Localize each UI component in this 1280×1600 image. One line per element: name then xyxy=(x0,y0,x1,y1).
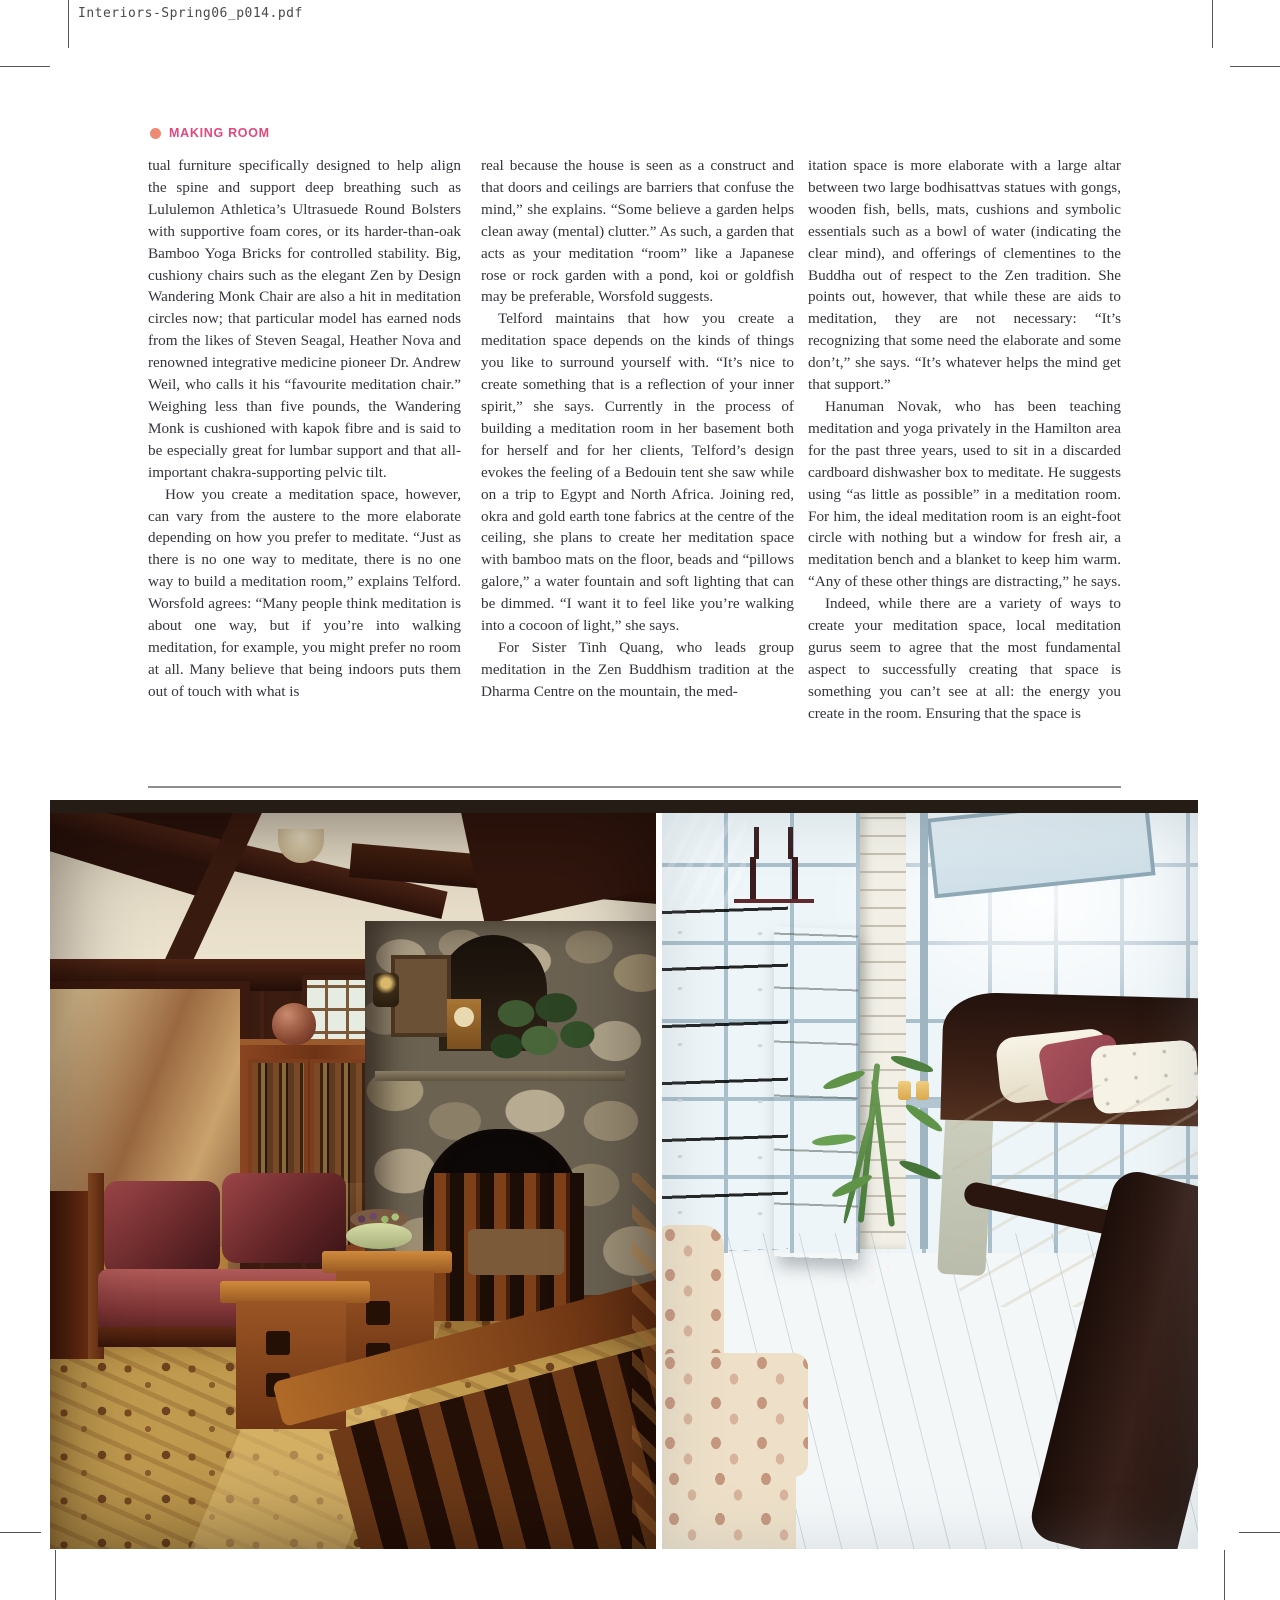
photo-vignette xyxy=(50,813,656,1549)
window-title: Interiors-Spring06_p014.pdf xyxy=(78,6,303,21)
article-paragraph: Hanuman Novak, who has been teaching meditation and yoga privately in the Hamilton area for the past three years, used to sit in a discarded cardboard dishwasher box to meditate. He suggests using “as little as possible” in a meditation room. For him, the ideal meditation room is an eight-foot circle with nothing but a window for fresh air, a meditation bench and a blanket to keep him warm. “Any of these other things are distracting,” he says. xyxy=(808,397,1121,591)
section-bullet-icon xyxy=(150,128,161,139)
crop-mark-top-left-h xyxy=(0,66,50,67)
article-body xyxy=(148,155,1121,749)
crop-mark-top-right-h xyxy=(1230,66,1280,67)
photo-loft-bedroom xyxy=(662,813,1198,1549)
crop-mark-top-left-v xyxy=(68,0,69,48)
photo-strip xyxy=(50,800,1198,1549)
crop-mark-bottom-left-v xyxy=(55,1550,56,1600)
divider-rule xyxy=(148,786,1121,788)
photo-craftsman-living-room xyxy=(50,813,656,1549)
article-column-1 xyxy=(148,155,461,749)
photo-vignette xyxy=(662,813,1198,1549)
article-paragraph: How you create a meditation space, however, can vary from the austere to the more elaborate depending on how you prefer to meditate. “Just as there is no one way to meditate, there is no one way to build a meditation room,” explains Telford. Worsfold agrees: “Many people think meditation is about one way, but if you’re into walking meditation, for example, you might prefer no room at all. Many believe that being indoors puts them out of touch with what is xyxy=(148,485,461,700)
article-paragraph: tual furniture specifically designed to help align the spine and support deep breathing such as Lululemon Athletica’s Ultrasuede Round Bolsters with supportive foam cores, or its harder-than-oak Bamboo Yoga Bricks for controlled stability. Big, cushiony chairs such as the elegant Zen by Design Wandering Monk Chair are also a hit in meditation circles now; that particular model has earned nods from the likes of Steven Seagal, Heather Nova and renowned integrative medicine pioneer Dr. Andrew Weil, who calls it his “favourite meditation chair.” Weighing less than five pounds, the Wandering Monk is cushioned with kapok fibre and is said to be especially great for lumbar support and that all-important chakra-supporting pelvic tilt. xyxy=(148,157,461,481)
section-label: MAKING ROOM xyxy=(169,126,270,140)
article-paragraph: real because the house is seen as a construct and that doors and ceilings are barriers that confuse the mind,” she explains. “Some believe a garden helps clean away (mental) clutter.” As such, a garden that acts as your meditation “room” like a Japanese rose or rock garden with a pond, koi or goldfish may be preferable, Worsfold suggests. xyxy=(481,157,794,306)
crop-mark-top-right-v xyxy=(1212,0,1213,48)
article-column-2 xyxy=(481,155,794,749)
section-header xyxy=(150,126,270,140)
article-paragraph: itation space is more elaborate with a large altar between two large bodhisattvas statues with gongs, wooden fish, bells, mats, cushions and symbolic essentials such as a bowl of water (indicating the clear mind), and offerings of clementines to the Buddha out of respect to the Zen tradition. She points out, however, that while these are aids to meditation, they are not necessary: “It’s recognizing that some need the elaborate and some don’t,” she says. “It’s whatever helps the mind get that support.” xyxy=(808,157,1121,394)
article-paragraph: For Sister Tinh Quang, who leads group meditation in the Zen Buddhism tradition at the Dharma Centre on the mountain, the med- xyxy=(481,638,794,700)
photo-top-band xyxy=(50,800,1198,813)
article-paragraph: Indeed, while there are a variety of ways to create your meditation space, local meditation gurus seem to agree that the most fundamental aspect to successfully creating that space is something you can’t see at all: the energy you create in the room. Ensuring that the space is xyxy=(808,595,1121,722)
article-column-3 xyxy=(808,155,1121,749)
article-paragraph: Telford maintains that how you create a meditation space depends on the kinds of things you like to surround yourself with. “It’s nice to create something that is a reflection of your inner spirit,” she says. Currently in the process of building a meditation room in her basement both for herself and for her clients, Telford’s design evokes the feeling of a Bedouin tent she saw while on a trip to Egypt and North Africa. Joining red, okra and gold earth tone fabrics at the centre of the ceiling, she plans to create her meditation space with bamboo mats on the floor, beads and “pillows galore,” a water fountain and soft lighting that can be dimmed. “I want it to feel like you’re walking into a cocoon of light,” she says. xyxy=(481,310,794,635)
crop-mark-bottom-right-h xyxy=(1239,1532,1280,1533)
crop-mark-bottom-left-h xyxy=(0,1532,41,1533)
crop-mark-bottom-right-v xyxy=(1224,1550,1225,1600)
